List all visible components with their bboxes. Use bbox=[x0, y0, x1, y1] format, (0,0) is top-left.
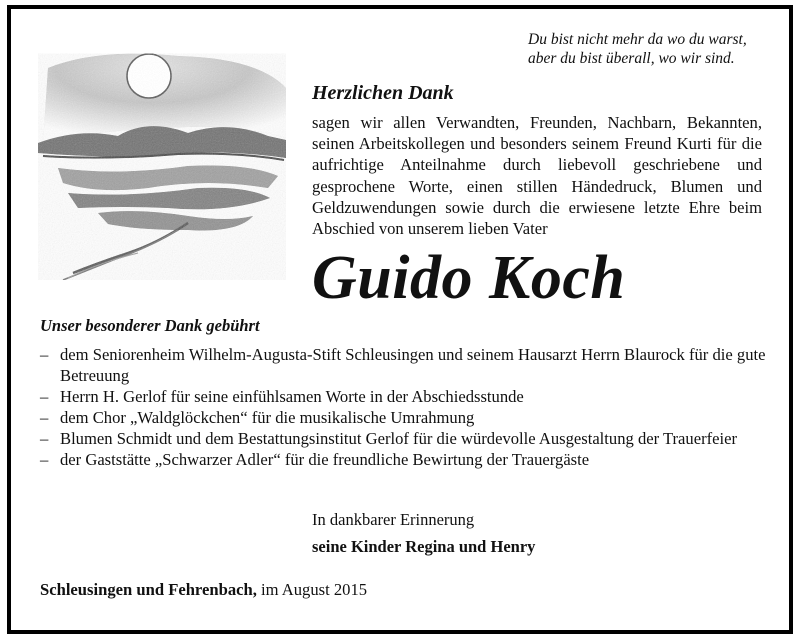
thanks-heading: Herzlichen Dank bbox=[312, 82, 454, 104]
list-item-text: dem Seniorenheim Wilhelm-Augusta-Stift Schleusingen und seinem Hausarzt Herrn Blaurock für die gute Betreuung bbox=[60, 345, 766, 385]
list-item bbox=[40, 344, 770, 386]
list-item-text: Blumen Schmidt und dem Bestattungsinstitut Gerlof für die würdevolle Ausgestaltung der Trauerfeier bbox=[60, 429, 738, 448]
epigraph-quote bbox=[528, 30, 768, 68]
date: im August 2015 bbox=[261, 580, 368, 599]
special-thanks-heading: Unser besonderer Dank gebührt bbox=[40, 316, 260, 335]
place: Schleusingen und Fehrenbach, bbox=[40, 580, 257, 599]
list-dash: – bbox=[40, 429, 49, 448]
quote-line-1: Du bist nicht mehr da wo du warst, bbox=[528, 31, 747, 48]
list-item-text: Herrn H. Gerlof für seine einfühlsamen Worte in der Abschiedsstunde bbox=[60, 387, 524, 406]
list-item bbox=[40, 449, 770, 470]
list-item bbox=[40, 428, 770, 449]
list-item-text: der Gaststätte „Schwarzer Adler“ für die freundliche Bewirtung der Trauergäste bbox=[60, 450, 590, 469]
sunset-landscape-sketch-icon bbox=[38, 48, 296, 288]
closing-line: In dankbarer Erinnerung bbox=[312, 510, 475, 529]
special-thanks-list bbox=[40, 344, 770, 470]
list-dash: – bbox=[40, 450, 49, 469]
list-item-text: dem Chor „Waldglöckchen“ für die musikalische Umrahmung bbox=[60, 408, 475, 427]
list-dash: – bbox=[40, 345, 49, 364]
quote-line-2: aber du bist überall, wo wir sind. bbox=[528, 50, 735, 67]
list-dash: – bbox=[40, 387, 49, 406]
signature: seine Kinder Regina und Henry bbox=[312, 537, 536, 556]
list-dash: – bbox=[40, 408, 49, 427]
list-item bbox=[40, 386, 770, 407]
deceased-name: Guido Koch bbox=[312, 244, 626, 312]
place-date bbox=[40, 580, 367, 600]
list-item bbox=[40, 407, 770, 428]
thanks-paragraph: sagen wir allen Verwandten, Freunden, Nachbarn, Bekannten, seinen Arbeitskollegen und besonders seinem Freund Kurti für die aufrichtige Anteilnahme durch liebevoll geschriebene und gesprochene Worte, einen stillen Händedruck, Blumen und Geldzuwendungen sowie durch die erwiesene letzte Ehre beim Abschied von unserem lieben Vater bbox=[312, 113, 762, 239]
